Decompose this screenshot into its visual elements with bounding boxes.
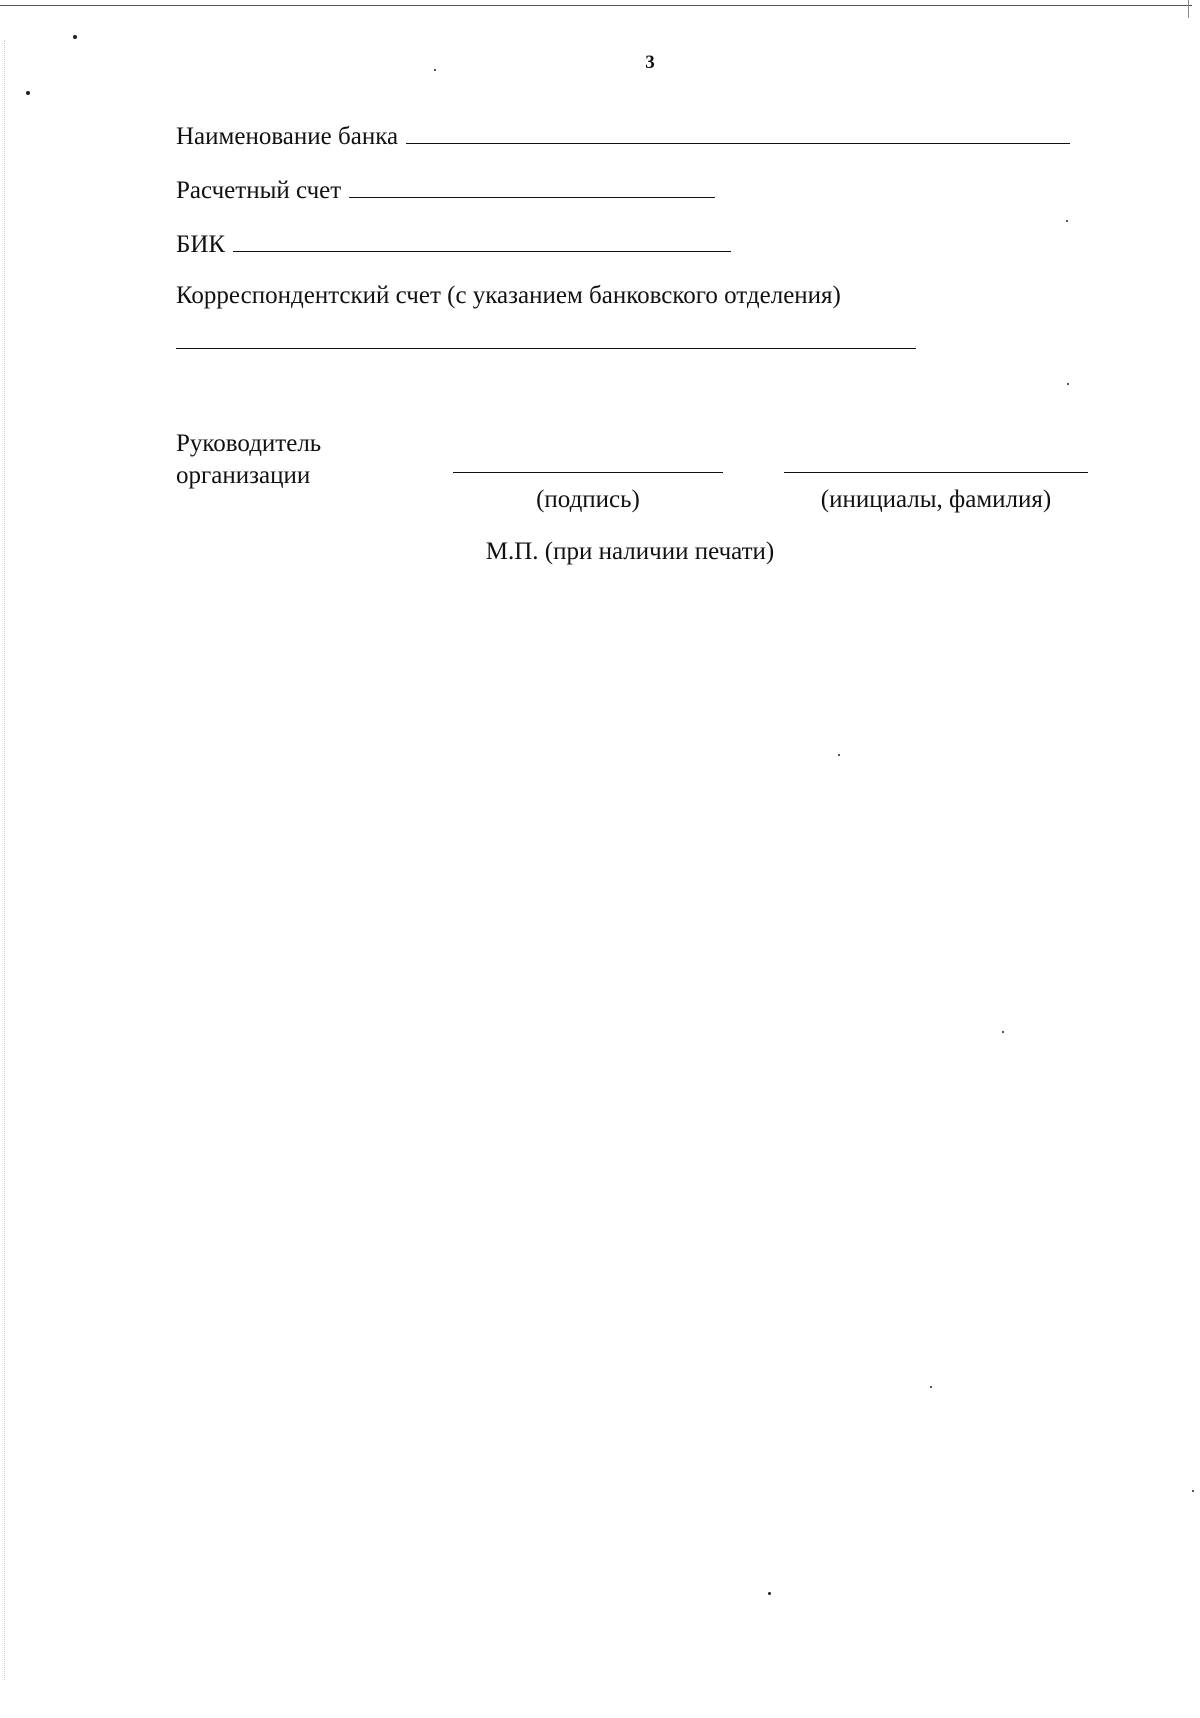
scan-left-edge: [4, 40, 5, 1680]
scan-speck: [26, 91, 30, 95]
correspondent-account-field[interactable]: [176, 348, 916, 349]
page-number: 3: [645, 52, 655, 73]
scan-top-border: [0, 5, 1192, 6]
name-field[interactable]: [784, 472, 1088, 473]
settlement-account-field[interactable]: [349, 170, 715, 198]
scan-speck: [768, 1592, 771, 1595]
scan-speck: [838, 754, 840, 756]
correspondent-account-label: Корреспондентский счет (с указанием банковского отделения): [176, 282, 841, 309]
scan-corner-mark: [1188, 0, 1189, 18]
scan-speck: [930, 1386, 932, 1388]
signature-field[interactable]: [453, 472, 723, 473]
head-of-organization-label: [176, 428, 321, 492]
settlement-account-label: Расчетный счет: [176, 177, 342, 204]
stamp-note: М.П. (при наличии печати): [485, 538, 775, 565]
scan-speck: [73, 35, 77, 39]
bik-field[interactable]: [233, 224, 731, 252]
name-caption: (инициалы, фамилия): [820, 486, 1052, 513]
bik-row: [176, 224, 731, 260]
scan-speck: [434, 69, 436, 71]
scan-speck: [1066, 220, 1068, 222]
signature-caption: (подпись): [536, 486, 640, 513]
bank-name-field[interactable]: [406, 116, 1070, 144]
settlement-account-row: [176, 170, 715, 206]
bik-label: БИК: [176, 231, 226, 258]
head-label-line1: Руководитель: [176, 430, 322, 457]
scan-speck: [1002, 1031, 1004, 1033]
bank-name-label: Наименование банка: [176, 123, 399, 150]
bank-name-row: [176, 116, 1070, 152]
head-label-line2: организации: [176, 462, 311, 489]
scan-speck: [1067, 383, 1069, 385]
scan-speck: [1192, 1490, 1194, 1492]
correspondent-account-row: [176, 278, 841, 314]
